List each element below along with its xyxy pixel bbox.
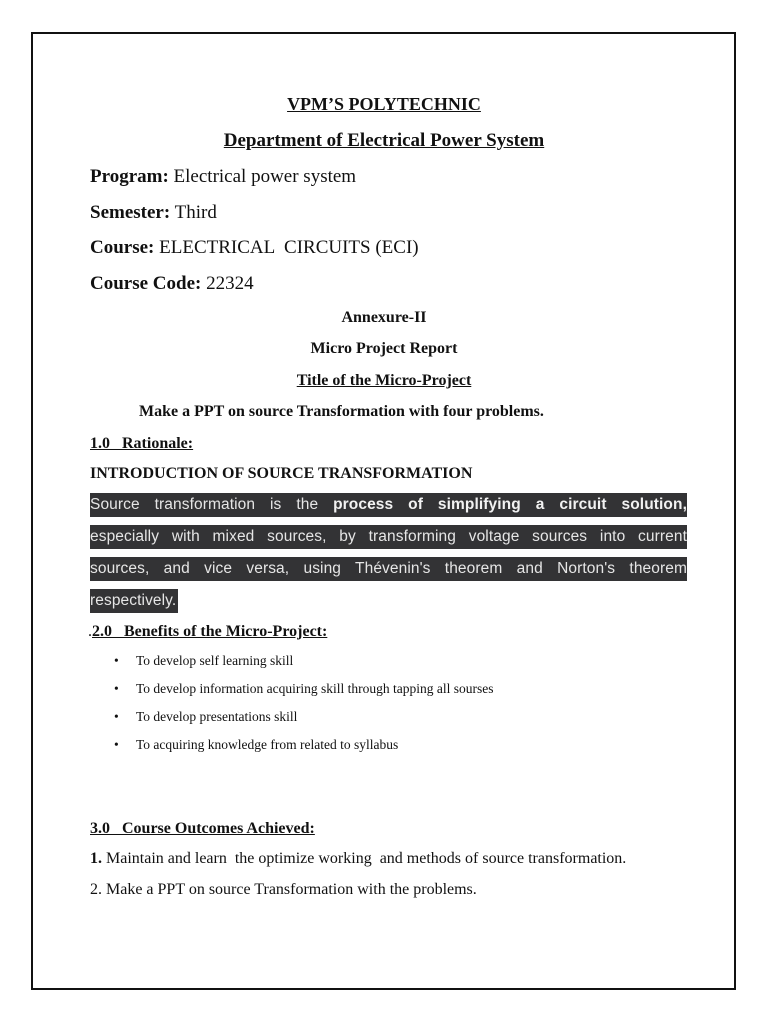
rationale-line-3: sources, and vice versa, using Thévenin's theorem and Norton's theorem xyxy=(90,557,687,581)
semester-field xyxy=(90,202,217,224)
department-title: Department of Electrical Power System xyxy=(223,130,545,151)
program-field xyxy=(90,166,356,188)
annexure-label: Annexure-II xyxy=(341,309,427,326)
course-value: ELECTRICAL CIRCUITS (ECI) xyxy=(159,237,419,258)
outcome-item-1 xyxy=(90,850,626,868)
benefits-heading-row xyxy=(88,623,327,641)
course-code-value: 22324 xyxy=(206,273,254,294)
benefits-prefix: . xyxy=(88,623,92,640)
bullet-icon: • xyxy=(114,653,119,668)
benefit-text: To develop information acquiring skill through tapping all sourses xyxy=(136,681,494,696)
report-title: Micro Project Report xyxy=(310,340,458,357)
benefit-text: To acquiring knowledge from related to syllabus xyxy=(136,737,399,752)
benefits-list xyxy=(112,651,494,763)
rationale-line-2: especially with mixed sources, by transforming voltage sources into current xyxy=(90,525,687,549)
rationale-text-comma: , xyxy=(682,496,687,513)
benefit-text: To develop presentations skill xyxy=(136,709,298,724)
program-value: Electrical power system xyxy=(173,166,357,187)
semester-label: Semester: xyxy=(90,202,171,223)
outcome-text-1: Maintain and learn the optimize working and methods of source transformation. xyxy=(102,850,627,867)
list-item xyxy=(112,679,494,707)
rationale-subheading: INTRODUCTION OF SOURCE TRANSFORMATION xyxy=(90,465,473,482)
micro-project-title-heading: Title of the Micro-Project xyxy=(296,372,472,389)
rationale-line-1 xyxy=(90,493,687,517)
course-label: Course: xyxy=(90,237,155,258)
outcome-item-2: 2. Make a PPT on source Transformation with the problems. xyxy=(90,881,477,898)
benefits-heading: 2.0 Benefits of the Micro-Project: xyxy=(92,623,328,640)
rationale-heading: 1.0 Rationale: xyxy=(90,435,194,452)
bullet-icon: • xyxy=(114,737,119,752)
list-item xyxy=(112,735,494,763)
course-code-field xyxy=(90,273,254,295)
institute-title: VPM’S POLYTECHNIC xyxy=(287,94,481,114)
course-field xyxy=(90,237,419,259)
outcome-number-1: 1. xyxy=(90,850,102,867)
rationale-line-4: respectively. xyxy=(90,589,178,613)
semester-value: Third xyxy=(174,202,217,223)
bullet-icon: • xyxy=(114,681,119,696)
rationale-text-bold: process of simplifying a circuit solution xyxy=(333,496,683,513)
course-code-label: Course Code: xyxy=(90,273,202,294)
benefit-text: To develop self learning skill xyxy=(136,653,294,668)
outcomes-heading: 3.0 Course Outcomes Achieved: xyxy=(90,820,315,837)
list-item xyxy=(112,707,494,735)
bullet-icon: • xyxy=(114,709,119,724)
project-title: Make a PPT on source Transformation with four problems. xyxy=(139,403,544,420)
list-item xyxy=(112,651,494,679)
program-label: Program: xyxy=(90,166,169,187)
rationale-text-a: Source transformation is the xyxy=(90,496,334,513)
